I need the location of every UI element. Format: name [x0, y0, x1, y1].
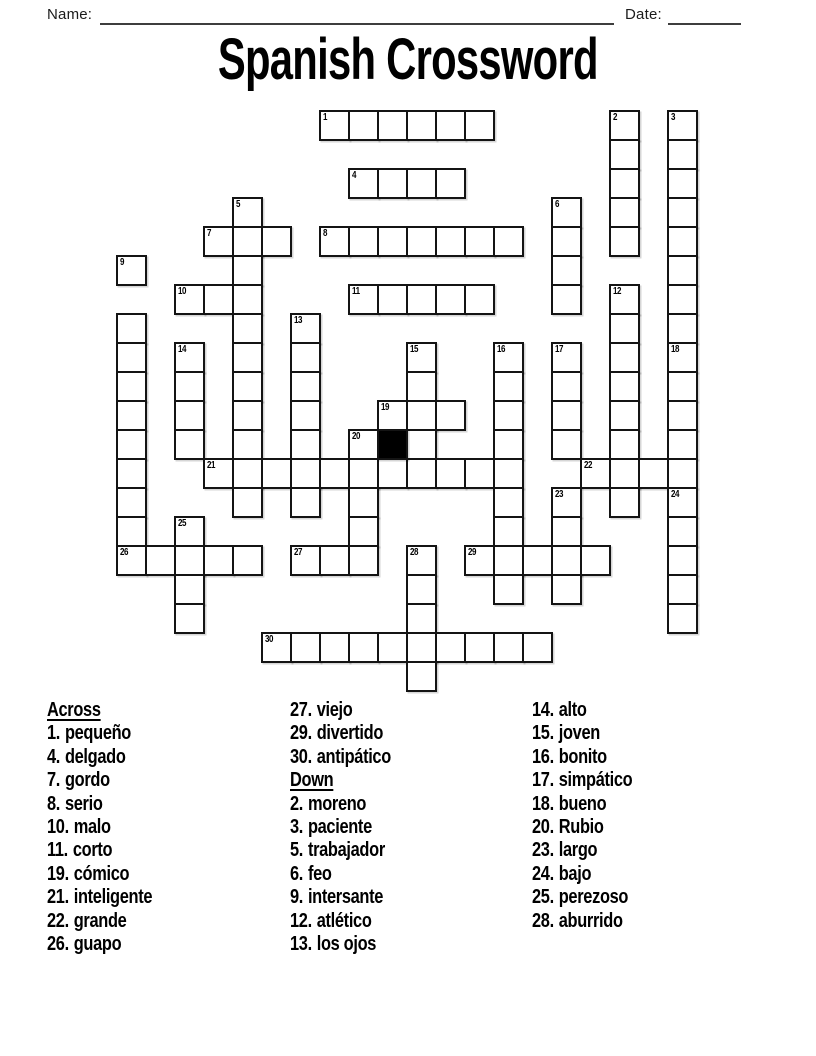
grid-cell [551, 400, 582, 431]
grid-cell [667, 313, 698, 344]
clue-word: bonito [558, 745, 607, 768]
clue-item-across [290, 746, 391, 769]
cell-number: 11 [352, 286, 360, 297]
clue-word: bajo [558, 862, 592, 885]
grid-cell [406, 110, 437, 141]
grid-cell [116, 342, 147, 373]
cell-number: 28 [410, 547, 419, 558]
clue-word: intersante [307, 886, 384, 909]
grid-cell [174, 371, 205, 402]
grid-cell [232, 429, 263, 460]
grid-cell [464, 458, 495, 489]
grid-cell [406, 284, 437, 315]
grid-cell [261, 226, 292, 257]
grid-cell [174, 429, 205, 460]
cell-number: 26 [120, 547, 129, 558]
cell-number: 13 [294, 315, 303, 326]
clue-item-down [532, 886, 632, 909]
grid-cell [609, 110, 640, 141]
grid-cell [609, 371, 640, 402]
date-label: Date: [625, 6, 662, 23]
cell-number: 15 [410, 344, 419, 355]
grid-cell [290, 371, 321, 402]
clue-item-down [532, 769, 632, 792]
clue-word: delgado [64, 745, 126, 768]
clue-number: 25. [532, 886, 554, 909]
page-title: Spanish Crossword [218, 27, 598, 92]
grid-cell [348, 226, 379, 257]
clue-item-across [47, 769, 152, 792]
cell-number: 12 [613, 286, 622, 297]
clue-number: 1. [47, 722, 61, 745]
clue-number: 7. [47, 769, 61, 792]
grid-cell [406, 342, 437, 373]
grid-cell [406, 661, 437, 692]
clue-item-across [47, 816, 152, 839]
cell-number: 8 [323, 228, 328, 239]
clue-number: 21. [47, 886, 69, 909]
grid-cell [493, 487, 524, 518]
grid-cell [116, 458, 147, 489]
grid-cell [377, 226, 408, 257]
clue-item-down [290, 863, 391, 886]
grid-cell [667, 168, 698, 199]
clue-number: 15. [532, 722, 554, 745]
grid-cell [551, 255, 582, 286]
grid-cell [406, 371, 437, 402]
grid-cell [174, 342, 205, 373]
grid-cell [464, 632, 495, 663]
clue-item-down [532, 816, 632, 839]
grid-cell [493, 226, 524, 257]
clue-item-down [290, 910, 391, 933]
clue-number: 29. [290, 722, 312, 745]
grid-cell [609, 313, 640, 344]
grid-cell [667, 516, 698, 547]
grid-cell [435, 632, 466, 663]
grid-cell [551, 429, 582, 460]
clue-item-down [290, 839, 391, 862]
grid-cell [609, 400, 640, 431]
grid-cell [116, 516, 147, 547]
grid-cell [638, 458, 669, 489]
name-blank-line [100, 7, 614, 25]
clue-number: 11. [47, 839, 68, 862]
grid-cell [667, 139, 698, 170]
cell-number: 18 [671, 344, 680, 355]
clue-word: inteligente [73, 886, 153, 909]
clue-word: trabajador [307, 839, 385, 862]
grid-cell [116, 255, 147, 286]
cell-number: 7 [207, 228, 212, 239]
clues-across-header: Across [47, 699, 101, 721]
clues-down-header: Down [290, 769, 334, 792]
grid-cell [406, 603, 437, 634]
cell-number: 17 [555, 344, 564, 355]
grid-cell [551, 197, 582, 228]
clue-word: los ojos [316, 932, 377, 955]
grid-cell [464, 110, 495, 141]
clue-word: largo [558, 839, 598, 862]
grid-cell [493, 574, 524, 605]
cell-number: 2 [613, 112, 618, 123]
grid-cell [348, 284, 379, 315]
clue-number: 23. [532, 839, 554, 862]
grid-cell [203, 284, 234, 315]
clue-column-3 [532, 699, 632, 933]
cell-number: 10 [178, 286, 187, 297]
grid-cell [290, 342, 321, 373]
grid-cell [203, 458, 234, 489]
grid-cell [261, 632, 292, 663]
cell-number: 23 [555, 489, 564, 500]
grid-cell [464, 284, 495, 315]
grid-cell [116, 429, 147, 460]
clue-word: grande [73, 909, 127, 932]
grid-cell [609, 342, 640, 373]
grid-cell [290, 632, 321, 663]
clue-number: 2. [290, 792, 304, 815]
clue-item-across [47, 746, 152, 769]
clue-item-down [532, 699, 632, 722]
grid-cell [319, 226, 350, 257]
grid-cell [116, 545, 147, 576]
grid-cell [435, 110, 466, 141]
grid-cell [493, 342, 524, 373]
clue-number: 3. [290, 815, 304, 838]
grid-cell [174, 545, 205, 576]
grid-cell [609, 197, 640, 228]
clue-number: 24. [532, 862, 554, 885]
grid-cell [493, 516, 524, 547]
clue-item-down [532, 746, 632, 769]
clue-item-down [532, 839, 632, 862]
grid-cell [290, 313, 321, 344]
clue-column-2 [290, 699, 391, 956]
cell-number: 24 [671, 489, 680, 500]
grid-cell [435, 168, 466, 199]
grid-cell [232, 197, 263, 228]
grid-cell [174, 400, 205, 431]
clue-number: 8. [47, 792, 61, 815]
clue-word: divertido [316, 722, 384, 745]
title-wrap [0, 27, 816, 92]
clue-word: corto [72, 839, 113, 862]
grid-cell [174, 284, 205, 315]
cell-number: 21 [207, 460, 216, 471]
grid-cell-black [377, 429, 408, 460]
grid-cell [667, 342, 698, 373]
grid-cell [609, 226, 640, 257]
clue-word: viejo [316, 699, 353, 721]
clue-number: 27. [290, 699, 312, 721]
clue-number: 10. [47, 815, 69, 838]
clue-word: Rubio [558, 815, 604, 838]
grid-cell [580, 545, 611, 576]
grid-cell [406, 458, 437, 489]
grid-cell [145, 545, 176, 576]
clue-number: 17. [532, 769, 554, 792]
clue-number: 26. [47, 932, 69, 955]
clue-word: pequeño [64, 722, 131, 745]
grid-cell [551, 342, 582, 373]
cell-number: 1 [323, 112, 328, 123]
clue-item-across [47, 910, 152, 933]
cell-number: 14 [178, 344, 187, 355]
grid-cell [667, 110, 698, 141]
clue-number: 13. [290, 932, 312, 955]
clue-word: serio [64, 792, 103, 815]
grid-cell [348, 632, 379, 663]
cell-number: 22 [584, 460, 593, 471]
grid-cell [551, 284, 582, 315]
grid-cell [435, 226, 466, 257]
grid-cell [232, 342, 263, 373]
grid-cell [551, 226, 582, 257]
grid-cell [377, 284, 408, 315]
clue-number: 12. [290, 909, 312, 932]
grid-cell [667, 197, 698, 228]
clue-item-across [47, 722, 152, 745]
grid-cell [609, 139, 640, 170]
grid-cell [522, 632, 553, 663]
grid-cell [319, 632, 350, 663]
grid-cell [116, 400, 147, 431]
grid-cell [667, 255, 698, 286]
grid-cell [580, 458, 611, 489]
grid-cell [348, 110, 379, 141]
clue-column-1 [47, 699, 152, 956]
grid-cell [232, 487, 263, 518]
grid-cell [667, 574, 698, 605]
grid-cell [609, 284, 640, 315]
grid-cell [667, 458, 698, 489]
grid-cell [232, 226, 263, 257]
grid-cell [493, 371, 524, 402]
clue-word: cómico [73, 862, 130, 885]
grid-cell [348, 429, 379, 460]
clue-item-across [47, 793, 152, 816]
grid-cell [667, 429, 698, 460]
cell-number: 29 [468, 547, 477, 558]
clue-item-across [290, 722, 391, 745]
grid-cell [319, 545, 350, 576]
grid-cell [116, 487, 147, 518]
grid-cell [232, 458, 263, 489]
grid-cell [377, 458, 408, 489]
grid-cell [551, 371, 582, 402]
grid-cell [174, 516, 205, 547]
clue-number: 22. [47, 909, 69, 932]
grid-cell [203, 226, 234, 257]
grid-cell [609, 429, 640, 460]
grid-cell [174, 603, 205, 634]
clue-number: 14. [532, 699, 554, 721]
grid-cell [261, 458, 292, 489]
grid-cell [435, 284, 466, 315]
grid-cell [290, 545, 321, 576]
clue-word: gordo [64, 769, 110, 792]
clue-number: 16. [532, 745, 554, 768]
clue-word: perezoso [558, 886, 629, 909]
grid-cell [551, 487, 582, 518]
clue-word: guapo [73, 932, 122, 955]
grid-cell [232, 255, 263, 286]
cell-number: 19 [381, 402, 390, 413]
grid-cell [290, 400, 321, 431]
clue-item-down [532, 722, 632, 745]
grid-cell [348, 487, 379, 518]
grid-cell [493, 458, 524, 489]
grid-cell [667, 603, 698, 634]
grid-cell [493, 400, 524, 431]
grid-cell [203, 545, 234, 576]
clue-word: aburrido [558, 909, 623, 932]
grid-cell [551, 516, 582, 547]
grid-cell [232, 545, 263, 576]
grid-cell [348, 168, 379, 199]
grid-cell [435, 400, 466, 431]
clue-word: moreno [307, 792, 367, 815]
grid-cell [406, 574, 437, 605]
grid-cell [377, 168, 408, 199]
cell-number: 27 [294, 547, 303, 558]
grid-cell [667, 284, 698, 315]
grid-cell [232, 284, 263, 315]
grid-cell [377, 110, 408, 141]
cell-number: 25 [178, 518, 187, 529]
clue-item-down [532, 863, 632, 886]
grid-cell [493, 545, 524, 576]
grid-cell [348, 458, 379, 489]
clue-number: 18. [532, 792, 554, 815]
clue-word: feo [307, 862, 332, 885]
grid-cell [406, 632, 437, 663]
clue-item-across [290, 699, 391, 722]
cell-number: 20 [352, 431, 361, 442]
grid-cell [609, 458, 640, 489]
grid-cell [522, 545, 553, 576]
grid-cell [319, 110, 350, 141]
grid-cell [667, 487, 698, 518]
grid-cell [609, 487, 640, 518]
grid-cell [493, 632, 524, 663]
clue-item-down [532, 793, 632, 816]
grid-cell [493, 429, 524, 460]
clue-word: malo [73, 815, 111, 838]
grid-cell [174, 574, 205, 605]
grid-cell [551, 545, 582, 576]
clue-number: 28. [532, 909, 554, 932]
name-label: Name: [47, 6, 93, 23]
grid-cell [406, 545, 437, 576]
grid-cell [406, 226, 437, 257]
cell-number: 3 [671, 112, 676, 123]
clue-number: 20. [532, 815, 554, 838]
grid-cell [406, 400, 437, 431]
cell-number: 4 [352, 170, 357, 181]
grid-cell [232, 371, 263, 402]
grid-cell [319, 458, 350, 489]
clue-number: 4. [47, 745, 61, 768]
clue-word: alto [558, 699, 587, 721]
grid-cell [551, 574, 582, 605]
clue-word: joven [558, 722, 600, 745]
clue-number: 30. [290, 745, 312, 768]
grid-cell [667, 400, 698, 431]
clue-item-across [47, 863, 152, 886]
clue-word: antipático [316, 745, 391, 768]
grid-cell [232, 313, 263, 344]
cell-number: 30 [265, 634, 274, 645]
clue-item-down [290, 816, 391, 839]
grid-cell [348, 516, 379, 547]
grid-cell [377, 400, 408, 431]
clue-number: 19. [47, 862, 69, 885]
grid-cell [348, 545, 379, 576]
grid-cell [377, 632, 408, 663]
clue-number: 9. [290, 886, 304, 909]
clue-number: 5. [290, 839, 304, 862]
clue-item-down [532, 910, 632, 933]
clue-item-across [47, 886, 152, 909]
clue-word: paciente [307, 815, 372, 838]
grid-cell [667, 371, 698, 402]
cell-number: 6 [555, 199, 560, 210]
grid-cell [667, 545, 698, 576]
cell-number: 5 [236, 199, 241, 210]
grid-cell [406, 429, 437, 460]
clue-item-across [47, 933, 152, 956]
grid-cell [290, 429, 321, 460]
grid-cell [232, 400, 263, 431]
grid-cell [116, 371, 147, 402]
grid-cell [435, 458, 466, 489]
clue-item-down [290, 793, 391, 816]
clue-item-across [47, 839, 152, 862]
grid-cell [609, 168, 640, 199]
cell-number: 16 [497, 344, 506, 355]
clue-number: 6. [290, 862, 304, 885]
clue-item-down [290, 933, 391, 956]
grid-cell [667, 226, 698, 257]
cell-number: 9 [120, 257, 125, 268]
grid-cell [406, 168, 437, 199]
date-blank-line [668, 7, 741, 25]
clue-word: simpático [558, 769, 633, 792]
clue-word: atlético [316, 909, 372, 932]
grid-cell [464, 545, 495, 576]
clue-word: bueno [558, 792, 607, 815]
grid-cell [290, 487, 321, 518]
grid-cell [290, 458, 321, 489]
clue-item-down [290, 886, 391, 909]
grid-cell [116, 313, 147, 344]
grid-cell [464, 226, 495, 257]
